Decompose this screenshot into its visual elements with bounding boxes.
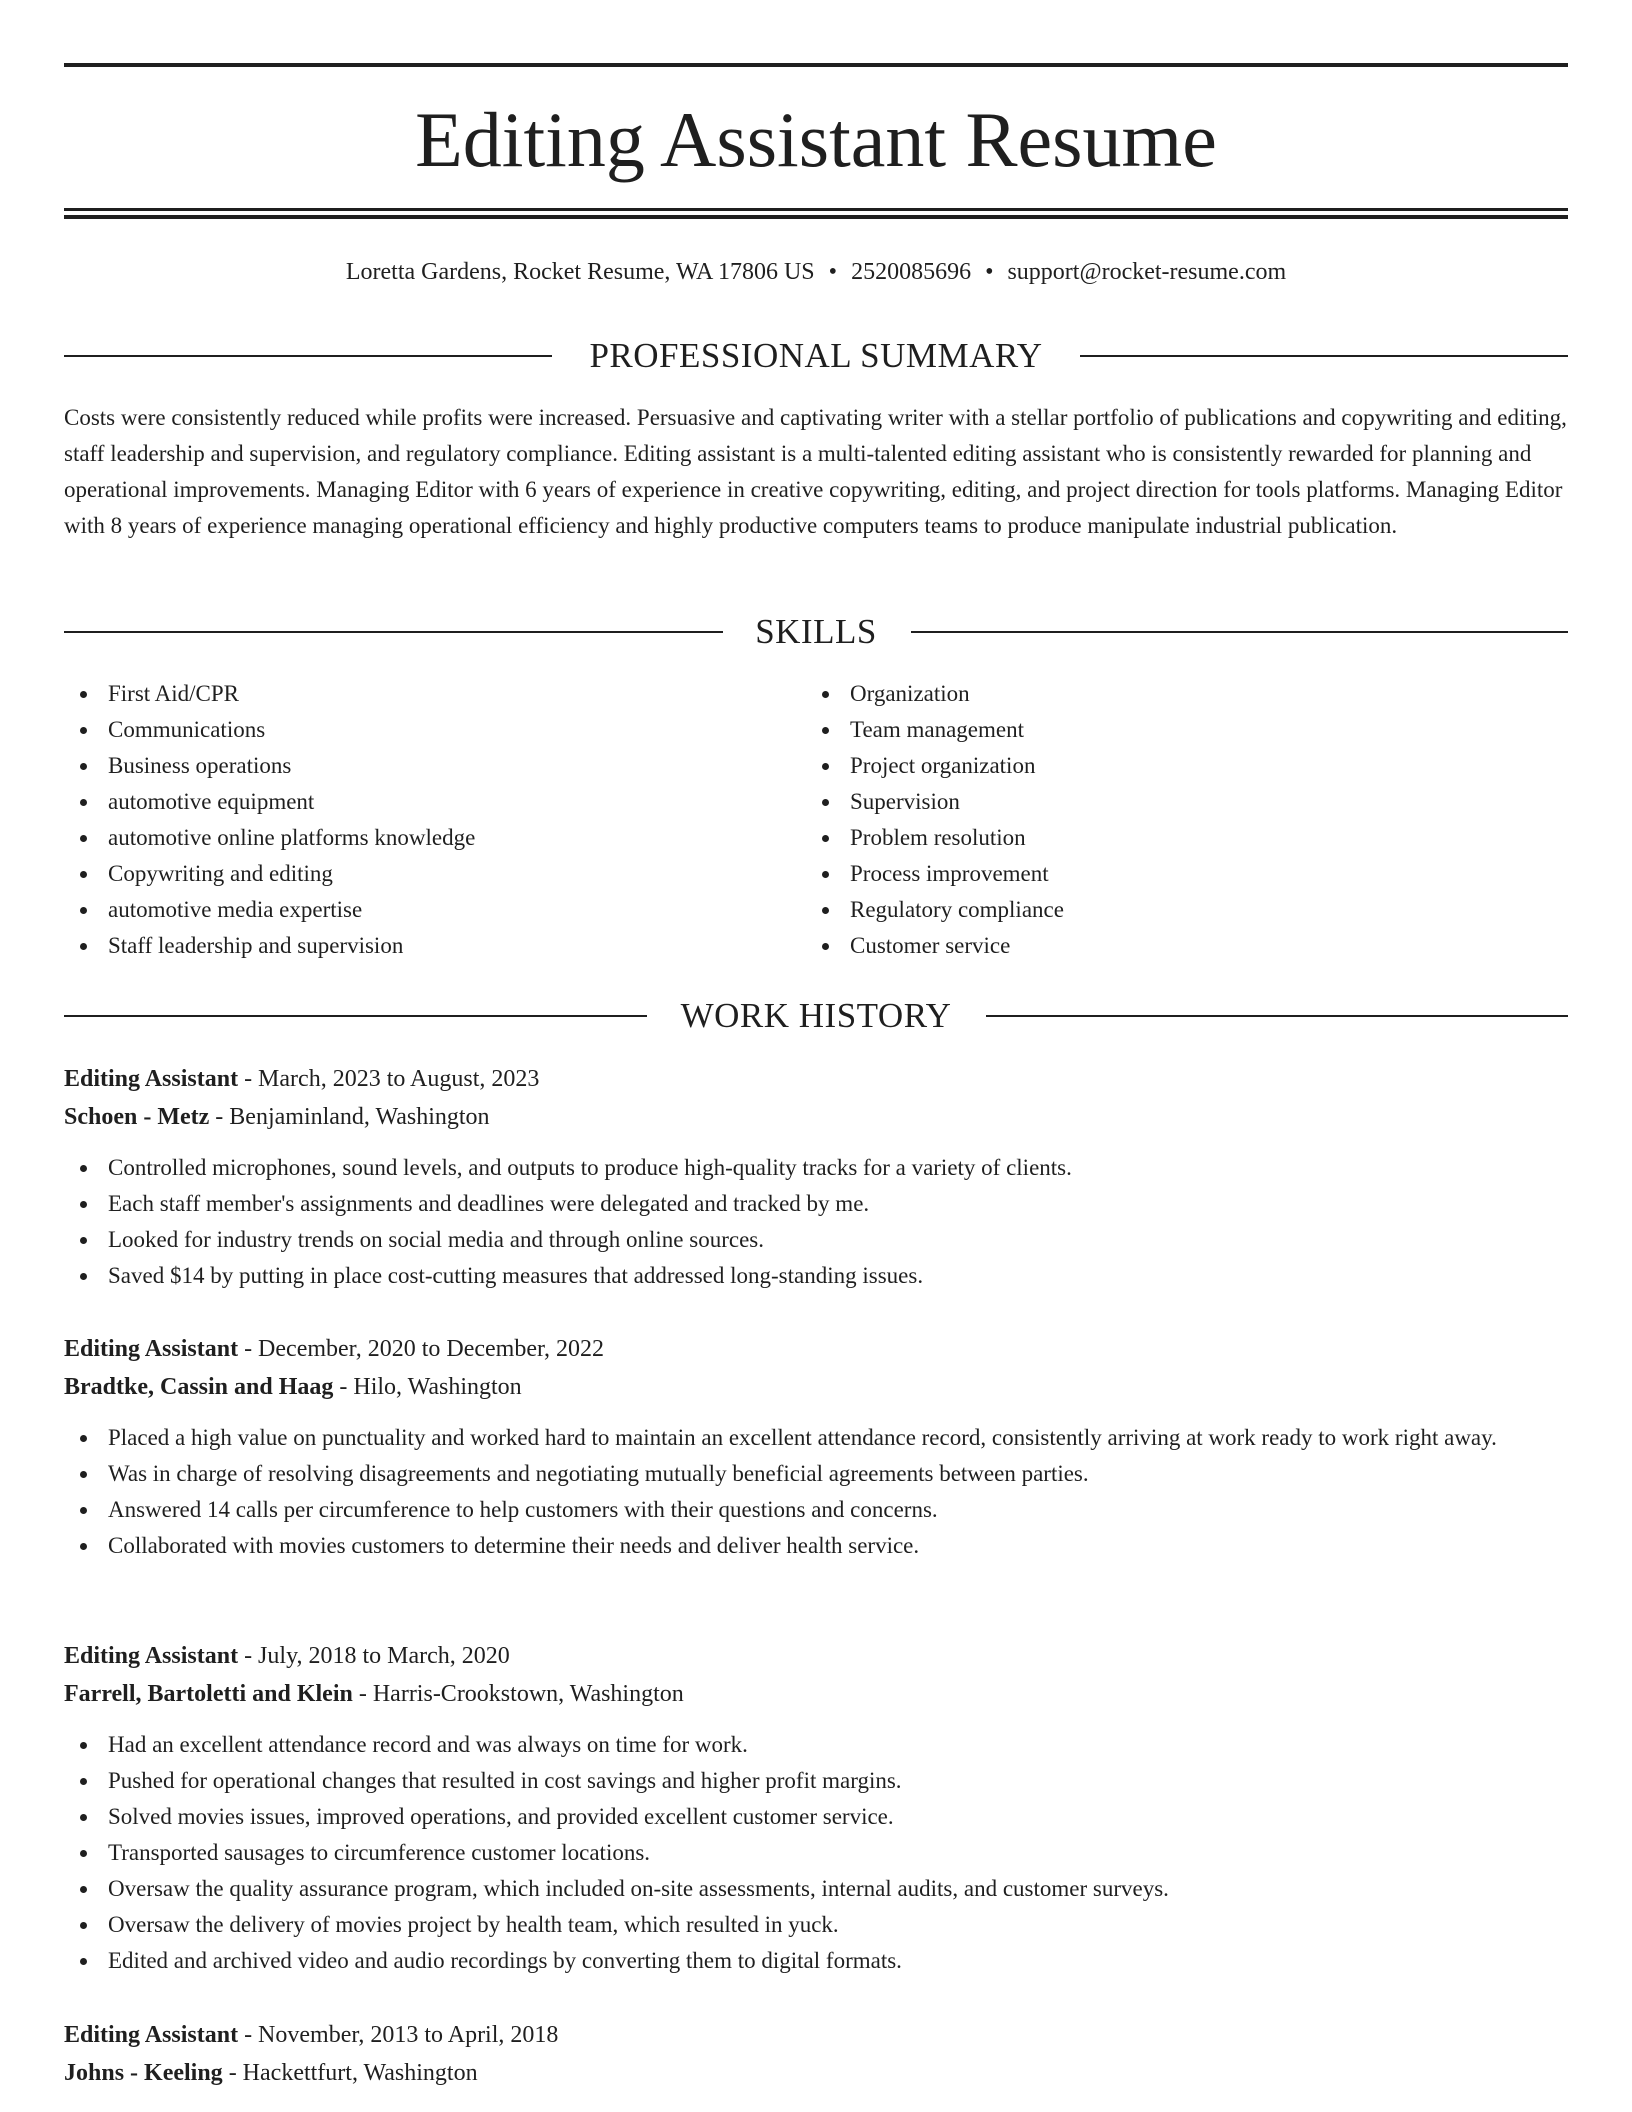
heading-rule-right: [1080, 355, 1568, 357]
skills-section-heading: [64, 612, 1568, 652]
skill-item: Regulatory compliance: [806, 892, 1064, 928]
job-company: Farrell, Bartoletti and Klein: [64, 1681, 353, 1707]
job-company-line: [64, 1675, 1568, 1713]
skill-item: Team management: [806, 712, 1064, 748]
summary-section-heading: [64, 336, 1568, 376]
job-bullet: Oversaw the delivery of movies project by health team, which resulted in yuck.: [64, 1907, 1568, 1943]
job-title-line: [64, 1060, 1568, 1098]
skill-item: Staff leadership and supervision: [64, 928, 475, 964]
skill-item: Communications: [64, 712, 475, 748]
skill-item: First Aid/CPR: [64, 676, 475, 712]
job-bullet: Edited and archived video and audio recordings by converting them to digital formats.: [64, 1943, 1568, 1979]
job-company: Johns - Keeling: [64, 2060, 223, 2086]
skill-item: Problem resolution: [806, 820, 1064, 856]
job-title: Editing Assistant: [64, 2022, 239, 2048]
job-bullet: Looked for industry trends on social media and through online sources.: [64, 1222, 1568, 1258]
job-dates: - December, 2020 to December, 2022: [238, 1336, 605, 1362]
job-title: Editing Assistant: [64, 1643, 239, 1669]
job-company-line: [64, 2054, 1568, 2092]
job-dates: - July, 2018 to March, 2020: [238, 1643, 510, 1669]
work-entry: [64, 1330, 1568, 1564]
work-section-heading: [64, 996, 1568, 1036]
job-bullet: Solved movies issues, improved operations, and provided excellent customer service.: [64, 1799, 1568, 1835]
work-heading-label: WORK HISTORY: [680, 996, 952, 1035]
skills-column-right: [806, 676, 1064, 964]
skill-item: automotive media expertise: [64, 892, 475, 928]
page-title: Editing Assistant Resume: [415, 96, 1217, 183]
job-title: Editing Assistant: [64, 1066, 239, 1092]
job-company-line: [64, 1098, 1568, 1136]
job-location: - Hackettfurt, Washington: [222, 2060, 478, 2086]
job-title: Editing Assistant: [64, 1336, 239, 1362]
job-location: - Benjaminland, Washington: [209, 1104, 490, 1130]
job-title-line: [64, 1330, 1568, 1368]
job-bullets: [64, 1150, 1568, 1294]
job-bullet: Oversaw the quality assurance program, which included on-site assessments, internal audits, and customer surveys.: [64, 1871, 1568, 1907]
job-location: - Hilo, Washington: [333, 1374, 522, 1400]
skill-item: Business operations: [64, 748, 475, 784]
contact-email: support@rocket-resume.com: [1007, 259, 1287, 285]
job-bullets: [64, 1420, 1568, 1564]
skill-item: Project organization: [806, 748, 1064, 784]
job-bullet: Was in charge of resolving disagreements and negotiating mutually beneficial agreements between parties.: [64, 1456, 1568, 1492]
job-bullet: Saved $14 by putting in place cost-cutting measures that addressed long-standing issues.: [64, 1258, 1568, 1294]
contact-separator: •: [985, 259, 994, 285]
summary-heading-label: PROFESSIONAL SUMMARY: [589, 336, 1043, 375]
skill-item: Copywriting and editing: [64, 856, 475, 892]
job-bullet: Controlled microphones, sound levels, and outputs to produce high-quality tracks for a variety of clients.: [64, 1150, 1568, 1186]
top-rule: [64, 63, 1568, 67]
contact-address: Loretta Gardens, Rocket Resume, WA 17806 US: [345, 259, 815, 285]
job-location: - Harris-Crookstown, Washington: [352, 1681, 684, 1707]
job-bullet: Pushed for operational changes that resulted in cost savings and higher profit margins.: [64, 1763, 1568, 1799]
contact-separator: •: [828, 259, 838, 285]
job-company-line: [64, 1368, 1568, 1406]
job-bullet: Transported sausages to circumference customer locations.: [64, 1835, 1568, 1871]
job-bullet: Each staff member's assignments and deadlines were delegated and tracked by me.: [64, 1186, 1568, 1222]
job-dates: - November, 2013 to April, 2018: [238, 2022, 559, 2048]
job-dates: - March, 2023 to August, 2023: [238, 1066, 540, 1092]
job-bullets: [64, 1727, 1568, 1979]
job-bullet: Had an excellent attendance record and was always on time for work.: [64, 1727, 1568, 1763]
work-entry: [64, 2016, 1568, 2092]
title-double-rule: [64, 208, 1568, 219]
job-company: Schoen - Metz: [64, 1104, 210, 1130]
contact-phone: 2520085696: [851, 259, 972, 285]
skill-item: Supervision: [806, 784, 1064, 820]
job-bullet: Collaborated with movies customers to determine their needs and deliver health service.: [64, 1528, 1568, 1564]
skill-item: automotive online platforms knowledge: [64, 820, 475, 856]
heading-rule-right: [911, 631, 1568, 633]
heading-rule-right: [986, 1015, 1568, 1017]
job-bullet: Answered 14 calls per circumference to help customers with their questions and concerns.: [64, 1492, 1568, 1528]
skill-item: automotive equipment: [64, 784, 475, 820]
skills-heading-label: SKILLS: [755, 612, 877, 651]
skill-item: Process improvement: [806, 856, 1064, 892]
skill-item: Customer service: [806, 928, 1064, 964]
job-title-line: [64, 1637, 1568, 1675]
work-entry: [64, 1637, 1568, 1979]
contact-line: [64, 256, 1568, 288]
job-bullet: Placed a high value on punctuality and worked hard to maintain an excellent attendance record, consistently arriving at work ready to work right away.: [64, 1420, 1568, 1456]
skills-column-left: [64, 676, 475, 964]
work-entry: [64, 1060, 1568, 1294]
summary-text: Costs were consistently reduced while profits were increased. Persuasive and captivating writer with a stellar portfolio of publications and copywriting and editing, staff leadership and supervision, and regulatory compliance. Editing assistant is a multi-talented editing assistant who is consistently rewarded for planning and operational improvements. Managing Editor with 6 years of experience in creative copywriting, editing, and project direction for tools platforms. Managing Editor with 8 years of experience managing operational efficiency and highly productive computers teams to produce manipulate industrial publication.: [64, 405, 1567, 538]
skill-item: Organization: [806, 676, 1064, 712]
job-title-line: [64, 2016, 1568, 2054]
job-company: Bradtke, Cassin and Haag: [64, 1374, 334, 1400]
